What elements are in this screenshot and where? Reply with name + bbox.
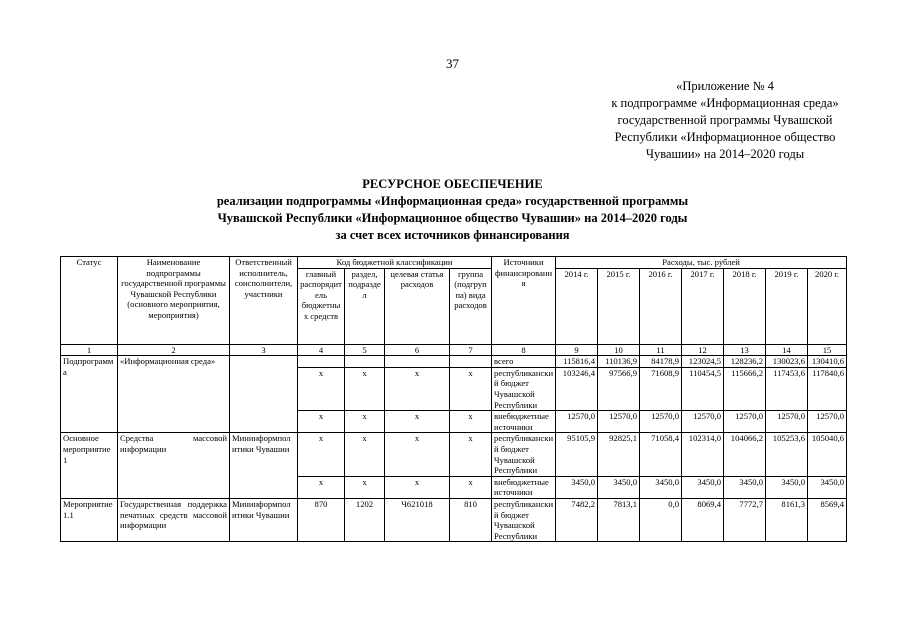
value-cell: 130023,6	[766, 356, 808, 368]
code-cell: 870	[298, 498, 345, 541]
appendix-line: Чувашии» на 2014–2020 годы	[645, 147, 805, 161]
value-cell: 8161,3	[766, 498, 808, 541]
value-cell: 71058,4	[640, 433, 682, 476]
value-cell: 102314,0	[682, 433, 724, 476]
source-cell: внебюджетные источники	[492, 411, 556, 433]
column-number: 10	[598, 344, 640, 356]
source-cell: внебюджетные источники	[492, 476, 556, 498]
header-year: 2018 г.	[724, 268, 766, 344]
value-cell: 3450,0	[556, 476, 598, 498]
header-name: Наименование подпрограммы государственной программы Чувашской Республики (основного мероприятия, мероприятия)	[118, 257, 230, 345]
code-cell: х	[298, 433, 345, 476]
value-cell: 7772,7	[724, 498, 766, 541]
column-number: 9	[556, 344, 598, 356]
code-cell	[298, 356, 345, 368]
value-cell: 95105,9	[556, 433, 598, 476]
status-cell: Основное мероприятие 1	[61, 433, 118, 499]
status-cell: Мероприятие 1.1	[61, 498, 118, 541]
code-cell: х	[345, 433, 385, 476]
value-cell: 117840,6	[808, 367, 847, 410]
appendix-note	[560, 78, 890, 163]
value-cell: 8569,4	[808, 498, 847, 541]
value-cell: 84178,9	[640, 356, 682, 368]
value-cell: 12570,0	[682, 411, 724, 433]
code-cell	[385, 356, 450, 368]
header-expenses: Расходы, тыс. рублей	[556, 257, 847, 269]
value-cell: 117453,6	[766, 367, 808, 410]
value-cell: 110454,5	[682, 367, 724, 410]
appendix-line: Республики «Информационное общество	[614, 130, 836, 144]
table-row	[61, 498, 847, 541]
header-group: группа (подгруппа) вида расходов	[450, 268, 492, 344]
code-cell	[345, 356, 385, 368]
column-number: 13	[724, 344, 766, 356]
value-cell: 12570,0	[766, 411, 808, 433]
code-cell: х	[385, 433, 450, 476]
table-row	[61, 356, 847, 368]
source-cell: всего	[492, 356, 556, 368]
column-number: 5	[345, 344, 385, 356]
header-status: Статус	[61, 257, 118, 345]
value-cell: 104066,2	[724, 433, 766, 476]
status-cell: Подпрограмма	[61, 356, 118, 433]
value-cell: 7482,2	[556, 498, 598, 541]
code-cell: х	[298, 367, 345, 410]
appendix-line: государственной программы Чувашской	[617, 113, 833, 127]
value-cell: 12570,0	[598, 411, 640, 433]
value-cell: 3450,0	[640, 476, 682, 498]
appendix-line: «Приложение № 4	[676, 79, 774, 93]
value-cell: 71608,9	[640, 367, 682, 410]
document-title	[0, 176, 905, 244]
title-line: за счет всех источников финансирования	[335, 228, 570, 242]
value-cell: 3450,0	[808, 476, 847, 498]
column-number: 11	[640, 344, 682, 356]
value-cell: 7813,1	[598, 498, 640, 541]
value-cell: 3450,0	[724, 476, 766, 498]
code-cell: х	[450, 411, 492, 433]
header-year: 2014 г.	[556, 268, 598, 344]
header-chief: главный распорядитель бюджетных средств	[298, 268, 345, 344]
header-year: 2015 г.	[598, 268, 640, 344]
code-cell: Ч621018	[385, 498, 450, 541]
value-cell: 3450,0	[766, 476, 808, 498]
responsible-cell: Мининформполитики Чувашии	[230, 498, 298, 541]
header-target: целевая статья расходов	[385, 268, 450, 344]
value-cell: 103246,4	[556, 367, 598, 410]
code-cell: х	[385, 411, 450, 433]
value-cell: 105253,6	[766, 433, 808, 476]
responsible-cell	[230, 356, 298, 433]
value-cell: 110136,9	[598, 356, 640, 368]
column-number: 15	[808, 344, 847, 356]
header-budget-code: Код бюджетной классификации	[298, 257, 492, 269]
code-cell: х	[385, 476, 450, 498]
value-cell: 8069,4	[682, 498, 724, 541]
value-cell: 123024,5	[682, 356, 724, 368]
code-cell: х	[298, 411, 345, 433]
column-number: 4	[298, 344, 345, 356]
value-cell: 12570,0	[808, 411, 847, 433]
code-cell: х	[450, 433, 492, 476]
code-cell: 1202	[345, 498, 385, 541]
title-line: РЕСУРСНОЕ ОБЕСПЕЧЕНИЕ	[362, 177, 543, 191]
column-numbers-row	[61, 344, 847, 356]
value-cell: 92825,1	[598, 433, 640, 476]
header-sources: Источники финансирования	[492, 257, 556, 345]
value-cell: 3450,0	[682, 476, 724, 498]
header-responsible: Ответственный исполнитель, соисполнители, участники	[230, 257, 298, 345]
header-year: 2020 г.	[808, 268, 847, 344]
code-cell: 810	[450, 498, 492, 541]
name-cell: Государственная поддержка печатных средств массовой информации	[118, 498, 230, 541]
header-year: 2016 г.	[640, 268, 682, 344]
value-cell: 0,0	[640, 498, 682, 541]
value-cell: 128236,2	[724, 356, 766, 368]
name-cell: Средства массовой информации	[118, 433, 230, 499]
code-cell: х	[385, 367, 450, 410]
column-number: 3	[230, 344, 298, 356]
column-number: 14	[766, 344, 808, 356]
page-number: 37	[446, 56, 459, 71]
value-cell: 105040,6	[808, 433, 847, 476]
code-cell: х	[450, 476, 492, 498]
title-line: Чувашской Республики «Информационное общество Чувашии» на 2014–2020 годы	[217, 211, 688, 225]
table-row	[61, 433, 847, 476]
code-cell: х	[345, 411, 385, 433]
code-cell	[450, 356, 492, 368]
column-number: 2	[118, 344, 230, 356]
title-line: реализации подпрограммы «Информационная среда» государственной программы	[216, 194, 689, 208]
header-year: 2019 г.	[766, 268, 808, 344]
header-section: раздел, подраздел	[345, 268, 385, 344]
column-number: 8	[492, 344, 556, 356]
name-cell: «Информационная среда»	[118, 356, 230, 433]
column-number: 6	[385, 344, 450, 356]
source-cell: республиканский бюджет Чувашской Республики	[492, 433, 556, 476]
resource-table	[60, 256, 847, 542]
value-cell: 97566,9	[598, 367, 640, 410]
code-cell: х	[450, 367, 492, 410]
responsible-cell: Мининформполитики Чувашии	[230, 433, 298, 499]
header-year: 2017 г.	[682, 268, 724, 344]
code-cell: х	[298, 476, 345, 498]
appendix-line: к подпрограмме «Информационная среда»	[611, 96, 839, 110]
column-number: 7	[450, 344, 492, 356]
column-number: 1	[61, 344, 118, 356]
source-cell: республиканский бюджет Чувашской Республики	[492, 498, 556, 541]
source-cell: республиканский бюджет Чувашской Республики	[492, 367, 556, 410]
value-cell: 12570,0	[556, 411, 598, 433]
value-cell: 130410,6	[808, 356, 847, 368]
value-cell: 12570,0	[640, 411, 682, 433]
code-cell: х	[345, 367, 385, 410]
value-cell: 12570,0	[724, 411, 766, 433]
value-cell: 115816,4	[556, 356, 598, 368]
value-cell: 115666,2	[724, 367, 766, 410]
value-cell: 3450,0	[598, 476, 640, 498]
column-number: 12	[682, 344, 724, 356]
code-cell: х	[345, 476, 385, 498]
